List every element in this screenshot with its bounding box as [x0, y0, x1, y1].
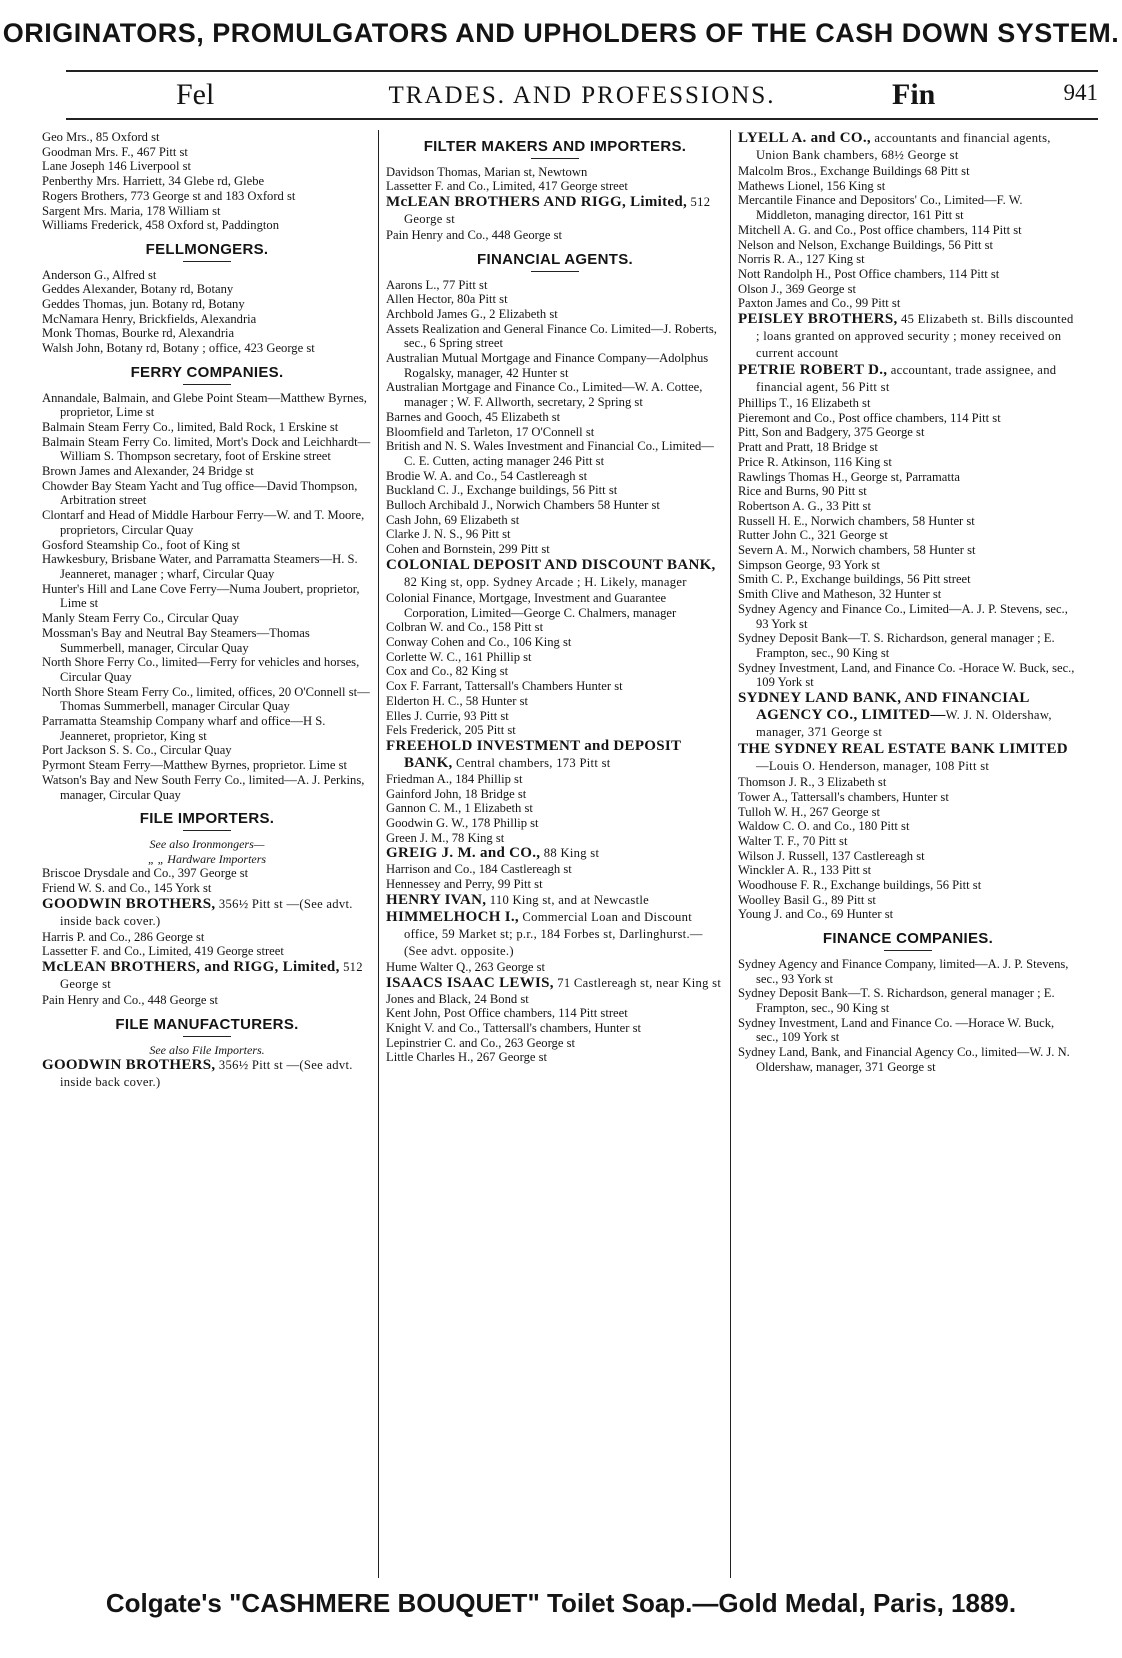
directory-entry-featured	[42, 896, 372, 930]
directory-entry: Elderton H. C., 58 Hunter st	[386, 693, 529, 708]
bottom-banner: Colgate's "CASHMERE BOUQUET" Toilet Soap.—Gold Medal, Paris, 1889.	[105, 1588, 1017, 1618]
directory-entry: Russell H. E., Norwich chambers, 58 Hunter st	[738, 513, 975, 528]
column-divider	[378, 130, 379, 1578]
directory-entry: Archbold James G., 2 Elizabeth st	[386, 306, 558, 321]
directory-entry: Lane Joseph 146 Liverpool st	[42, 159, 191, 174]
directory-entry: Norris R. A., 127 King st	[738, 252, 865, 267]
directory-entry: Jones and Black, 24 Bond st	[386, 991, 529, 1006]
directory-entry: Geddes Alexander, Botany rd, Botany	[42, 282, 234, 297]
directory-entry: Geddes Thomas, jun. Botany rd, Botany	[42, 297, 245, 312]
directory-entry-featured	[42, 959, 372, 993]
directory-entry: Pratt and Pratt, 18 Bridge st	[738, 440, 878, 455]
directory-entry: Gosford Steamship Co., foot of King st	[42, 537, 240, 552]
directory-entry: Malcolm Bros., Exchange Buildings 68 Pitt st	[738, 164, 970, 178]
entry-name: THE SYDNEY REAL ESTATE BANK LIMITED	[738, 741, 1068, 758]
entry-name: PEISLEY BROTHERS,	[738, 311, 898, 328]
entry-name: McLEAN BROTHERS, and RIGG, Limited,	[42, 959, 340, 976]
directory-entry: Mercantile Finance and Depositors' Co., Limited—F. W. Middleton, managing director, 161 Pitt st	[738, 193, 1023, 223]
directory-entry: Colbran W. and Co., 158 Pitt st	[386, 620, 544, 635]
heading-rule	[531, 158, 579, 159]
directory-entry: Walter T. F., 70 Pitt st	[738, 833, 848, 848]
directory-entry: Rice and Burns, 90 Pitt st	[738, 484, 867, 499]
directory-entry: Harris P. and Co., 286 George st	[42, 929, 205, 944]
heading-rule	[183, 830, 231, 831]
directory-entry: Colonial Finance, Mortgage, Investment and Guarantee Corporation, Limited—George C. Chalmers, manager	[386, 590, 677, 620]
section-heading	[42, 240, 372, 262]
entry-name: GOODWIN BROTHERS,	[42, 895, 216, 912]
directory-entry: Friedman A., 184 Phillip st	[386, 771, 523, 786]
cross-reference-note: See also Ironmongers—	[149, 836, 265, 851]
directory-entry: Tower A., Tattersall's chambers, Hunter st	[738, 789, 949, 804]
entry-name: LYELL A. and CO.,	[738, 130, 871, 146]
directory-entry: Brown James and Alexander, 24 Bridge st	[42, 464, 254, 479]
section-heading	[386, 250, 724, 272]
directory-entry: Gannon C. M., 1 Elizabeth st	[386, 801, 533, 816]
entry-address: W. J. N. Oldershaw, manager, 371 George st	[756, 708, 1052, 740]
directory-entry-featured	[738, 311, 1078, 362]
entry-address: Central chambers, 173 Pitt st	[452, 755, 611, 770]
directory-entry: Little Charles H., 267 George st	[386, 1050, 548, 1065]
column-2	[386, 130, 724, 1580]
directory-entry: Sydney Deposit Bank—T. S. Richardson, general manager ; E. Frampton, sec., 90 King st	[738, 631, 1055, 660]
directory-entry: Pitt, Son and Badgery, 375 George st	[738, 425, 925, 440]
entry-name: ISAACS ISAAC LEWIS,	[386, 974, 554, 991]
cross-reference-note: See also File Importers.	[149, 1042, 265, 1057]
directory-entry: Green J. M., 78 King st	[386, 830, 505, 845]
directory-entry-featured	[386, 892, 724, 909]
directory-entry: Manly Steam Ferry Co., Circular Quay	[42, 611, 239, 626]
directory-entry-featured	[738, 741, 1078, 775]
directory-entry: Paxton James and Co., 99 Pitt st	[738, 296, 901, 311]
directory-entry: Hennessey and Perry, 99 Pitt st	[386, 877, 543, 892]
entry-name: GREIG J. M. and CO.,	[386, 845, 541, 862]
section-heading-text: FINANCE COMPANIES.	[822, 930, 994, 948]
directory-entry: Smith Clive and Matheson, 32 Hunter st	[738, 587, 942, 602]
directory-entry: Price R. Atkinson, 116 King st	[738, 454, 892, 469]
directory-entry-featured	[738, 130, 1078, 164]
directory-entry: Geo Mrs., 85 Oxford st	[42, 130, 160, 144]
directory-entry-featured	[386, 975, 724, 992]
directory-entry: Conway Cohen and Co., 106 King st	[386, 634, 572, 649]
section-heading	[738, 932, 1078, 951]
directory-entry: Phillips T., 16 Elizabeth st	[738, 396, 871, 411]
directory-entry: Clarke J. N. S., 96 Pitt st	[386, 527, 511, 542]
directory-entry: Corlette W. C., 161 Phillip st	[386, 649, 532, 664]
entry-name: McLEAN BROTHERS AND RIGG, Limited,	[386, 194, 688, 211]
directory-entry: Cohen and Bornstein, 299 Pitt st	[386, 542, 550, 557]
entry-address: 88 King st	[540, 846, 600, 861]
heading-rule	[183, 1036, 231, 1037]
directory-entry-featured	[738, 690, 1078, 741]
directory-entry: Knight V. and Co., Tattersall's chambers, Hunter st	[386, 1020, 641, 1035]
column-divider	[730, 130, 731, 1578]
directory-entry: Parramatta Steamship Company wharf and office—H S. Jeanneret, proprietor, King st	[42, 714, 326, 743]
directory-entry-featured	[386, 845, 724, 862]
directory-entry: Anderson G., Alfred st	[42, 267, 157, 282]
directory-entry: British and N. S. Wales Investment and Financial Co., Limited—C. E. Cutten, acting manager 246 Pitt st	[386, 439, 714, 468]
directory-entry: Walsh John, Botany rd, Botany ; office, 423 George st	[42, 341, 315, 356]
section-heading	[42, 1015, 372, 1037]
directory-entry: Hume Walter Q., 263 George st	[386, 959, 546, 974]
directory-entry: Nott Randolph H., Post Office chambers, 114 Pitt st	[738, 266, 1000, 281]
directory-entry: Williams Frederick, 458 Oxford st, Paddington	[42, 218, 279, 233]
entry-address: 71 Castlereagh st, near King st	[553, 975, 722, 990]
directory-entry: Davidson Thomas, Marian st, Newtown	[386, 164, 588, 179]
directory-entry: Smith C. P., Exchange buildings, 56 Pitt street	[738, 572, 971, 587]
entry-address: —Louis O. Henderson, manager, 108 Pitt st	[756, 759, 990, 774]
heading-rule	[531, 271, 579, 272]
section-heading	[42, 812, 372, 831]
directory-entry: Wilson J. Russell, 137 Castlereagh st	[738, 848, 925, 863]
directory-entry: Watson's Bay and New South Ferry Co., limited—A. J. Perkins, manager, Circular Quay	[42, 772, 365, 802]
directory-entry: Lepinstrier C. and Co., 263 George st	[386, 1035, 575, 1050]
entry-name: HENRY IVAN,	[386, 891, 487, 908]
running-head-title: TRADES. AND PROFESSIONS.	[388, 82, 776, 109]
directory-entry: Friend W. S. and Co., 145 York st	[42, 881, 212, 896]
directory-entry: Cox F. Farrant, Tattersall's Chambers Hunter st	[386, 679, 623, 694]
directory-entry: Fels Frederick, 205 Pitt st	[386, 723, 516, 738]
directory-entry: Gainford John, 18 Bridge st	[386, 786, 527, 801]
directory-entry: Aarons L., 77 Pitt st	[386, 277, 488, 292]
directory-entry: Hawkesbury, Brisbane Water, and Parramatta Steamers—H. S. Jeanneret, manager ; wharf, Circular Quay	[42, 552, 358, 581]
directory-entry: Harrison and Co., 184 Castlereagh st	[386, 862, 572, 877]
directory-entry: Pieremont and Co., Post office chambers, 114 Pitt st	[738, 410, 1001, 425]
entry-address: 110 King st, and at Newcastle	[486, 892, 650, 907]
directory-entry: Robertson A. G., 33 Pitt st	[738, 498, 871, 513]
directory-entry: Nelson and Nelson, Exchange Buildings, 56 Pitt st	[738, 237, 994, 252]
section-heading-text: FILE IMPORTERS.	[139, 810, 275, 828]
entry-address: 45 Elizabeth st. Bills discounted ; loans granted on approved security ; money received on current account	[756, 312, 1074, 361]
directory-entry: Winckler A. R., 133 Pitt st	[738, 863, 872, 878]
section-heading	[42, 363, 372, 385]
directory-entry: Sydney Land, Bank, and Financial Agency Co., limited—W. J. N. Oldershaw, manager, 371 George st	[738, 1045, 1070, 1074]
directory-entry-featured	[738, 362, 1078, 396]
heading-rule	[183, 384, 231, 385]
directory-entry: Buckland C. J., Exchange buildings, 56 Pitt st	[386, 483, 618, 498]
page-number: 941	[1063, 80, 1098, 105]
directory-entry: Mossman's Bay and Neutral Bay Steamers—Thomas Summerbell, manager, Circular Quay	[42, 625, 310, 655]
running-head-right: Fin	[892, 78, 936, 111]
section-heading-text: FERRY COMPANIES.	[130, 363, 284, 381]
directory-entry: Barnes and Gooch, 45 Elizabeth st	[386, 409, 561, 424]
directory-entry: Cash John, 69 Elizabeth st	[386, 512, 520, 527]
directory-entry: Briscoe Drysdale and Co., 397 George st	[42, 866, 249, 881]
directory-entry: Sydney Investment, Land and Finance Co. —Horace W. Buck, sec., 109 York st	[738, 1015, 1055, 1045]
directory-entry: Hunter's Hill and Lane Cove Ferry—Numa Joubert, proprietor, Lime st	[42, 581, 360, 611]
directory-entry: Young J. and Co., 69 Hunter st	[738, 907, 894, 922]
entry-address: accountant, trade assignee, and financial agent, 56 Pitt st	[756, 363, 1057, 395]
directory-entry: Woodhouse F. R., Exchange buildings, 56 Pitt st	[738, 878, 982, 893]
directory-entry: Thomson J. R., 3 Elizabeth st	[738, 775, 887, 790]
directory-entry: Assets Realization and General Finance Co. Limited—J. Roberts, sec., 6 Spring street	[386, 321, 717, 351]
column-1	[42, 130, 372, 1580]
entry-address: accountants and financial agents, Union Bank chambers, 68½ George st	[756, 131, 1051, 162]
directory-entry-featured	[42, 1057, 372, 1091]
heading-rule	[183, 261, 231, 262]
directory-entry: Monk Thomas, Bourke rd, Alexandria	[42, 326, 235, 341]
directory-entry: Simpson George, 93 York st	[738, 557, 880, 572]
directory-entry: Annandale, Balmain, and Glebe Point Steam—Matthew Byrnes, proprietor, Lime st	[42, 390, 367, 420]
directory-entry: Woolley Basil G., 89 Pitt st	[738, 892, 876, 907]
directory-entry: Rawlings Thomas H., George st, Parramatta	[738, 469, 960, 484]
directory-entry: Brodie W. A. and Co., 54 Castlereagh st	[386, 468, 588, 483]
directory-entry: Sydney Deposit Bank—T. S. Richardson, general manager ; E. Frampton, sec., 90 King st	[738, 986, 1055, 1015]
entry-name: FREEHOLD INVESTMENT and DEPOSIT BANK,	[386, 737, 682, 771]
directory-entry: Bloomfield and Tarleton, 17 O'Connell st	[386, 424, 595, 439]
header-rule	[66, 118, 1098, 120]
directory-entry: Sydney Agency and Finance Company, limited—A. J. P. Stevens, sec., 93 York st	[738, 956, 1069, 986]
directory-entry: Lassetter F. and Co., Limited, 419 George street	[42, 944, 284, 959]
directory-entry: Penberthy Mrs. Harriett, 34 Glebe rd, Glebe	[42, 174, 265, 189]
directory-entry: Mitchell A. G. and Co., Post office chambers, 114 Pitt st	[738, 222, 1022, 237]
section-heading-text: FINANCIAL AGENTS.	[477, 250, 633, 268]
section-heading-text: FELLMONGERS.	[145, 240, 269, 258]
directory-entry: Port Jackson S. S. Co., Circular Quay	[42, 743, 232, 758]
entry-name: GOODWIN BROTHERS,	[42, 1057, 216, 1074]
directory-entry: Balmain Steam Ferry Co., limited, Bald Rock, 1 Erskine st	[42, 419, 339, 434]
directory-entry: Mathews Lionel, 156 King st	[738, 178, 886, 193]
running-head	[66, 78, 1098, 112]
top-rule	[66, 70, 1098, 72]
directory-entry-featured	[386, 738, 724, 772]
directory-entry: Cox and Co., 82 King st	[386, 664, 509, 679]
entry-name: PETRIE ROBERT D.,	[738, 362, 888, 379]
running-head-left: Fel	[176, 78, 215, 111]
directory-entry: Balmain Steam Ferry Co. limited, Mort's Dock and Leichhardt—William S. Thompson secretary, foot of Erskine street	[42, 434, 371, 464]
top-banner: ORIGINATORS, PROMULGATORS AND UPHOLDERS OF THE CASH DOWN SYSTEM.	[2, 18, 1120, 48]
directory-entry: Pyrmont Steam Ferry—Matthew Byrnes, proprietor. Lime st	[42, 758, 348, 773]
entry-address: Commercial Loan and Discount office, 59 Market st; p.r., 184 Forbes st, Darlinghurst.—(See advt. opposite.)	[404, 909, 703, 958]
directory-entry-featured	[386, 557, 724, 591]
directory-entry: Severn A. M., Norwich chambers, 58 Hunter st	[738, 543, 976, 558]
directory-entry: Pain Henry and Co., 448 George st	[42, 993, 219, 1008]
section-heading-text: FILTER MAKERS AND IMPORTERS.	[423, 138, 687, 155]
directory-entry: Sargent Mrs. Maria, 178 William st	[42, 203, 221, 218]
directory-entry-featured	[386, 909, 724, 960]
section-heading	[386, 140, 724, 159]
directory-entry: Sydney Agency and Finance Co., Limited—A. J. P. Stevens, sec., 93 York st	[738, 601, 1068, 631]
directory-entry: Rogers Brothers, 773 George st and 183 Oxford st	[42, 188, 296, 203]
directory-entry: Rutter John C., 321 George st	[738, 528, 888, 543]
directory-entry: Waldow C. O. and Co., 180 Pitt st	[738, 819, 910, 834]
directory-entry: Goodman Mrs. F., 467 Pitt st	[42, 144, 188, 159]
directory-entry: Australian Mortgage and Finance Co., Limited—W. A. Cottee, manager ; W. F. Allworth, secretary, 2 Spring st	[386, 380, 703, 410]
directory-entry: North Shore Steam Ferry Co., limited, offices, 20 O'Connell st—Thomas Summerbell, manager Circular Quay	[42, 684, 370, 714]
cross-reference-note: „ „ Hardware Importers	[147, 851, 267, 866]
directory-entry: Australian Mutual Mortgage and Finance Company—Adolphus Rogalsky, manager, 42 Hunter st	[386, 351, 709, 380]
entry-address: 356½ Pitt st —(See advt. inside back cover.)	[60, 1058, 353, 1090]
section-heading-text: FILE MANUFACTURERS.	[115, 1015, 299, 1033]
directory-entry-featured	[386, 194, 724, 228]
entry-address: 512 George st	[404, 195, 711, 227]
entry-name: HIMMELHOCH I.,	[386, 908, 519, 925]
directory-entry: Goodwin G. W., 178 Phillip st	[386, 816, 539, 831]
directory-entry: Pain Henry and Co., 448 George st	[386, 228, 563, 243]
directory-entry: Lassetter F. and Co., Limited, 417 George street	[386, 179, 628, 194]
directory-entry: Allen Hector, 80a Pitt st	[386, 292, 508, 307]
entry-address: 512 George st	[60, 960, 363, 992]
directory-entry: Bulloch Archibald J., Norwich Chambers 58 Hunter st	[386, 498, 660, 513]
heading-rule	[884, 950, 932, 951]
directory-entry: Clontarf and Head of Middle Harbour Ferry—W. and T. Moore, proprietors, Circular Quay	[42, 508, 365, 537]
directory-entry: Olson J., 369 George st	[738, 281, 857, 296]
directory-entry: Sydney Investment, Land, and Finance Co. -Horace W. Buck, sec., 109 York st	[738, 660, 1075, 690]
entry-address: 82 King st, opp. Sydney Arcade ; H. Likely, manager	[404, 574, 687, 589]
directory-entry: McNamara Henry, Brickfields, Alexandria	[42, 311, 257, 326]
entry-name: COLONIAL DEPOSIT AND DISCOUNT BANK,	[386, 556, 716, 573]
directory-entry: North Shore Ferry Co., limited—Ferry for vehicles and horses, Circular Quay	[42, 655, 360, 684]
directory-entry: Kent John, Post Office chambers, 114 Pitt street	[386, 1006, 628, 1021]
directory-entry: Tulloh W. H., 267 George st	[738, 804, 881, 819]
entry-name: SYDNEY LAND BANK, AND FINANCIAL AGENCY CO., LIMITED—	[738, 690, 1029, 724]
directory-entry: Chowder Bay Steam Yacht and Tug office—David Thompson, Arbitration street	[42, 478, 358, 508]
directory-entry: Elles J. Currie, 93 Pitt st	[386, 708, 509, 723]
column-3	[738, 130, 1078, 1580]
entry-address: 356½ Pitt st —(See advt. inside back cover.)	[60, 896, 353, 928]
